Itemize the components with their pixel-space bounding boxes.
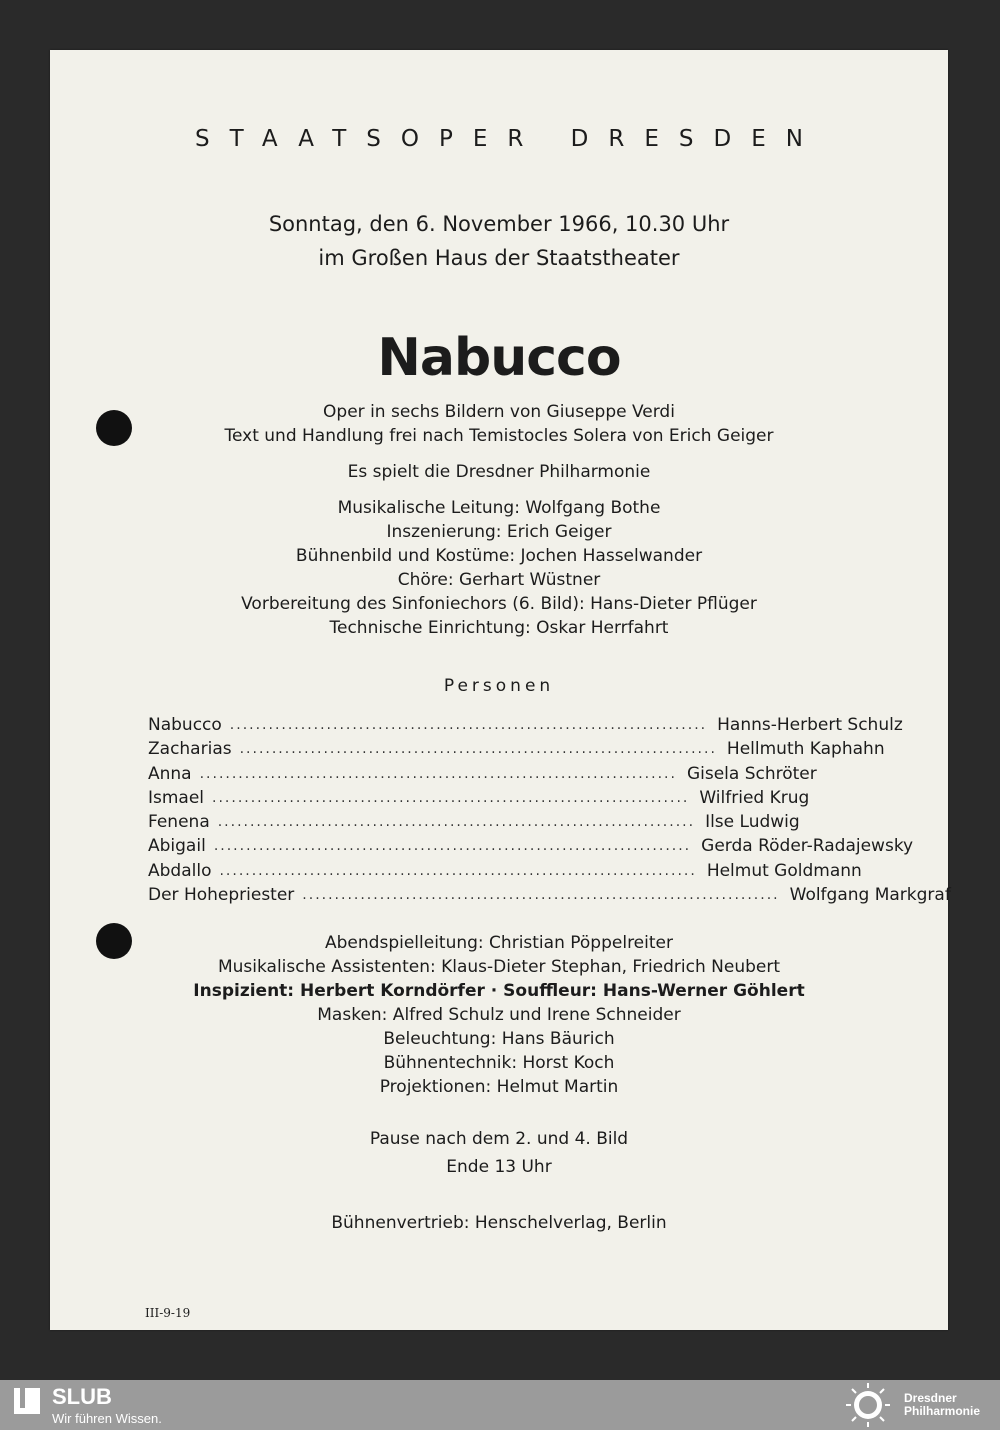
credit-line: Musikalische Leitung: Wolfgang Bothe	[337, 498, 661, 518]
staff-line: Bühnentechnik: Horst Koch	[383, 1053, 615, 1073]
cast-role: Ismael	[148, 787, 205, 808]
cast-role: Der Hohepriester	[148, 885, 295, 906]
leader-dots: ..........................................................................	[217, 814, 696, 831]
cast-row	[148, 859, 888, 883]
credits-block	[50, 496, 948, 640]
slub-logo-icon	[12, 1386, 42, 1416]
cast-row	[148, 883, 951, 907]
cast-list	[148, 713, 951, 907]
program-sheet	[50, 50, 951, 1330]
cast-actor: Wolfgang Markgraf	[789, 885, 951, 906]
leader-dots: ..........................................................................	[213, 838, 692, 855]
cast-role: Nabucco	[148, 715, 222, 735]
cast-actor: Gisela Schröter	[686, 763, 817, 784]
publisher-line: Bühnenvertrieb: Henschelverlag, Berlin	[331, 1213, 667, 1233]
cast-role: Abdallo	[148, 860, 212, 881]
schedule-block	[50, 1127, 948, 1179]
philharmonie-name[interactable]	[904, 1392, 980, 1418]
leader-dots: ..........................................................................	[212, 789, 690, 806]
philharmonie-logo-icon	[842, 1382, 894, 1428]
leader-dots: ..........................................................................	[229, 717, 708, 733]
pause-line: Pause nach dem 2. und 4. Bild	[369, 1129, 629, 1149]
staff-line: Masken: Alfred Schulz und Irene Schneider	[317, 1005, 681, 1025]
slub-name[interactable]: SLUB	[52, 1384, 112, 1409]
credit-line: Technische Einrichtung: Oskar Herrfahrt	[329, 618, 669, 638]
leader-dots: ..........................................................................	[302, 887, 780, 904]
opera-subtitle	[50, 400, 948, 448]
cast-row	[148, 834, 914, 858]
cast-row	[148, 810, 888, 834]
cast-actor: Helmut Goldmann	[706, 860, 862, 881]
cast-role: Abigail	[148, 836, 206, 857]
opera-title: Nabucco	[377, 328, 621, 388]
cast-role: Anna	[148, 763, 192, 784]
cast-role: Zacharias	[148, 739, 232, 760]
credit-line: Vorbereitung des Sinfoniechors (6. Bild): Hans-Dieter Pflüger	[241, 594, 757, 614]
staff-block	[50, 931, 948, 1099]
leader-dots: ..........................................................................	[199, 765, 677, 782]
cast-actor: Ilse Ludwig	[705, 812, 800, 833]
footer-bar	[0, 1380, 1000, 1430]
event-info	[50, 207, 948, 275]
slub-tagline: Wir führen Wissen.	[52, 1411, 162, 1426]
archive-code: III-9-19	[145, 1306, 191, 1320]
theater-name: STAATSOPER DRESDEN	[195, 126, 823, 152]
philharmonie-line2: Philharmonie	[904, 1404, 981, 1418]
cast-actor: Wilfried Krug	[699, 787, 810, 808]
credit-line: Inszenierung: Erich Geiger	[386, 522, 612, 542]
credit-line: Chöre: Gerhart Wüstner	[397, 570, 601, 590]
cast-row	[148, 786, 888, 810]
subtitle-line: Oper in sechs Bildern von Giuseppe Verdi	[323, 402, 675, 422]
cast-row	[148, 762, 888, 786]
credit-line: Bühnenbild und Kostüme: Jochen Hasselwander	[295, 546, 703, 566]
staff-line: Abendspielleitung: Christian Pöppelreiter	[325, 933, 673, 953]
cast-actor: Hellmuth Kaphahn	[726, 739, 885, 760]
leader-dots: ..........................................................................	[219, 862, 697, 879]
leader-dots: ..........................................................................	[239, 741, 717, 758]
cast-role: Fenena	[148, 812, 210, 833]
cast-row	[148, 737, 888, 761]
cast-actor: Hanns-Herbert Schulz	[717, 715, 903, 735]
personen-heading: Personen	[443, 676, 555, 696]
staff-line: Inspizient: Herbert Korndörfer · Souffleur: Hans-Werner Göhlert	[193, 981, 805, 1001]
subtitle-line: Text und Handlung frei nach Temistocles Solera von Erich Geiger	[224, 426, 774, 446]
event-date: Sonntag, den 6. November 1966, 10.30 Uhr	[268, 212, 730, 236]
staff-line: Beleuchtung: Hans Bäurich	[383, 1029, 615, 1049]
staff-line: Musikalische Assistenten: Klaus-Dieter Stephan, Friedrich Neubert	[217, 957, 781, 977]
cast-row	[148, 713, 903, 737]
orchestra-line: Es spielt die Dresdner Philharmonie	[347, 462, 651, 482]
philharmonie-line1: Dresdner	[904, 1391, 957, 1405]
cast-actor: Gerda Röder-Radajewsky	[701, 836, 914, 857]
staff-line: Projektionen: Helmut Martin	[379, 1077, 619, 1097]
event-venue: im Großen Haus der Staatstheater	[318, 246, 680, 270]
end-line: Ende 13 Uhr	[446, 1157, 552, 1177]
